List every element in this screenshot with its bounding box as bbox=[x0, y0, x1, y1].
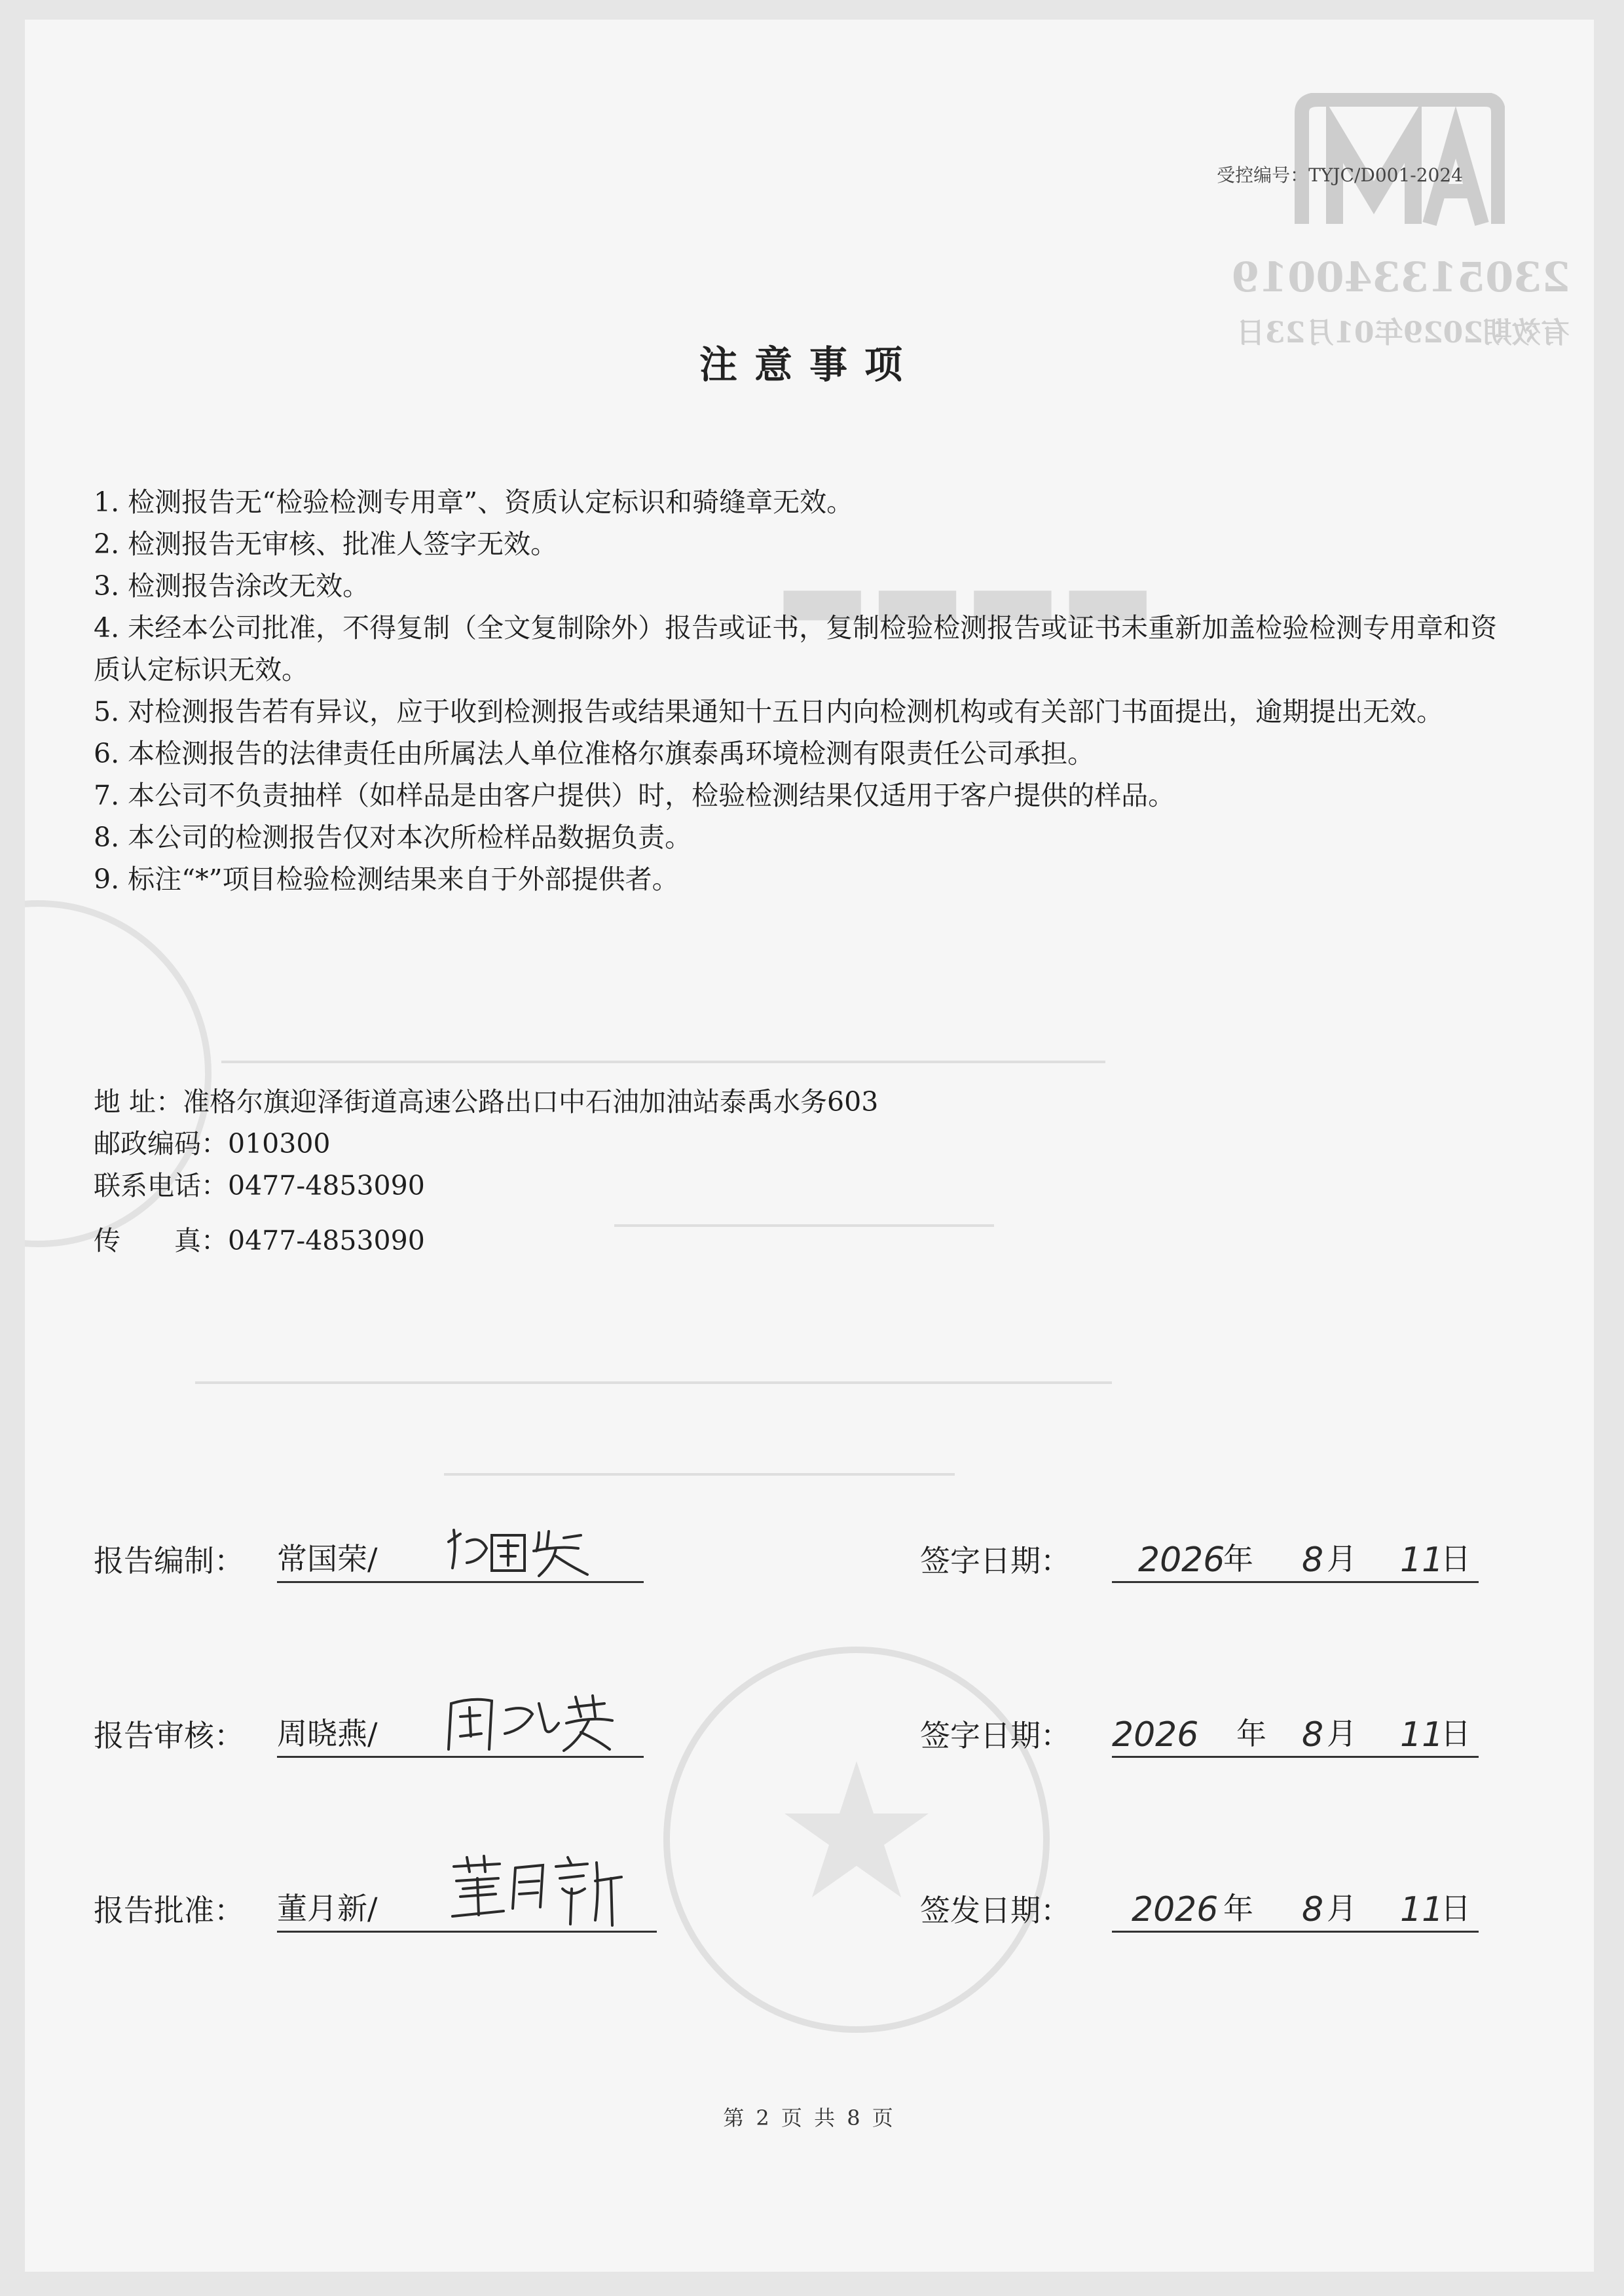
reviewer-month: 8 bbox=[1302, 1715, 1324, 1755]
note-item: 6. 本检测报告的法律责任由所属法人单位准格尔旗泰禹环境检测有限责任公司承担。 bbox=[94, 738, 1095, 769]
address-line bbox=[94, 1080, 1272, 1119]
cma-valid-until: 有效期2029年01月23日 bbox=[1236, 316, 1570, 350]
page-title: 注意事项 bbox=[699, 342, 919, 387]
day-unit: 日 bbox=[1441, 1716, 1471, 1751]
month-unit: 月 bbox=[1327, 1541, 1357, 1576]
compiler-month: 8 bbox=[1302, 1540, 1324, 1580]
postcode-line bbox=[94, 1122, 1272, 1161]
signature-row-reviewer bbox=[94, 1692, 1534, 1764]
day-unit: 日 bbox=[1441, 1891, 1471, 1926]
phone-value: 0477-4853090 bbox=[228, 1170, 425, 1201]
address-label: 地 址： bbox=[94, 1086, 183, 1118]
approver-handwritten-signature bbox=[447, 1852, 631, 1931]
compiler-signature-field bbox=[277, 1529, 644, 1583]
year-unit: 年 bbox=[1236, 1716, 1266, 1751]
bleed-through-line bbox=[195, 1381, 1112, 1384]
reviewer-date-label: 签字日期： bbox=[920, 1718, 1071, 1753]
report-page bbox=[25, 20, 1594, 2272]
year-unit: 年 bbox=[1223, 1891, 1253, 1926]
bleed-through-title: ▂▂▂▂ bbox=[784, 504, 1166, 619]
note-item: 5. 对检测报告若有异议，应于收到检测报告或结果通知十五日内向检测机构或有关部门书面提出，逾期提出无效。 bbox=[94, 696, 1444, 727]
approver-date-field bbox=[1112, 1872, 1479, 1933]
approver-signature-field bbox=[277, 1878, 657, 1933]
compiler-label: 报告编制： bbox=[94, 1543, 244, 1578]
page-number: 第 2 页 共 8 页 bbox=[723, 2105, 896, 2130]
year-unit: 年 bbox=[1223, 1541, 1253, 1576]
fax-line bbox=[94, 1219, 1272, 1258]
note-item: 7. 本公司不负责抽样（如样品是由客户提供）时，检验检测结果仅适用于客户提供的样品。 bbox=[94, 780, 1175, 811]
reviewer-year: 2026 bbox=[1112, 1715, 1199, 1755]
notes-list bbox=[94, 481, 1502, 900]
month-unit: 月 bbox=[1327, 1891, 1357, 1926]
approver-month: 8 bbox=[1302, 1890, 1324, 1929]
note-item: 9. 标注“*”项目检验检测结果来自于外部提供者。 bbox=[94, 864, 679, 895]
reviewer-signature-field bbox=[277, 1704, 644, 1758]
bleed-through-line bbox=[221, 1061, 1105, 1063]
note-item: 4. 未经本公司批准，不得复制（全文复制除外）报告或证书，复制检验检测报告或证书未重新加盖检验检测专用章和资质认定标识无效。 bbox=[94, 612, 1498, 685]
approver-name: 董月新/ bbox=[277, 1891, 378, 1926]
bleed-through-line bbox=[444, 1473, 955, 1476]
postcode-label: 邮政编码： bbox=[94, 1128, 228, 1159]
compiler-date-field bbox=[1112, 1522, 1479, 1583]
compiler-year: 2026 bbox=[1138, 1540, 1225, 1580]
compiler-name: 常国荣/ bbox=[277, 1541, 378, 1576]
reviewer-day: 11 bbox=[1400, 1715, 1444, 1755]
fax-value: 0477-4853090 bbox=[228, 1225, 425, 1256]
approver-year: 2026 bbox=[1132, 1890, 1219, 1929]
approver-label: 报告批准： bbox=[94, 1893, 244, 1928]
cma-code: 230513340019 bbox=[1231, 253, 1570, 301]
compiler-day: 11 bbox=[1400, 1540, 1444, 1580]
phone-line bbox=[94, 1164, 1272, 1203]
phone-label: 联系电话： bbox=[94, 1170, 228, 1201]
signature-row-approver bbox=[94, 1867, 1534, 1939]
approver-date-label: 签发日期： bbox=[920, 1893, 1071, 1928]
control-number: 受控编号：TYJC/D001-2024 bbox=[1217, 164, 1463, 186]
reviewer-name: 周晓燕/ bbox=[277, 1716, 378, 1751]
note-item: 3. 检测报告涂改无效。 bbox=[94, 570, 370, 602]
address-value: 准格尔旗迎泽街道高速公路出口中石油加油站泰禹水务603 bbox=[183, 1086, 879, 1118]
fax-label: 传 真： bbox=[94, 1225, 228, 1256]
compiler-date-label: 签字日期： bbox=[920, 1543, 1071, 1578]
note-item: 1. 检测报告无“检验检测专用章”、资质认定标识和骑缝章无效。 bbox=[94, 486, 854, 518]
cma-stamp bbox=[1217, 93, 1570, 368]
compiler-handwritten-signature bbox=[441, 1522, 611, 1581]
approver-day: 11 bbox=[1400, 1890, 1444, 1929]
note-item: 8. 本公司的检测报告仅对本次所检样品数据负责。 bbox=[94, 822, 692, 853]
month-unit: 月 bbox=[1327, 1716, 1357, 1751]
day-unit: 日 bbox=[1441, 1541, 1471, 1576]
signature-row-compiler bbox=[94, 1518, 1534, 1590]
postcode-value: 010300 bbox=[228, 1128, 331, 1159]
reviewer-handwritten-signature bbox=[441, 1690, 618, 1756]
reviewer-label: 报告审核： bbox=[94, 1718, 244, 1753]
note-item: 2. 检测报告无审核、批准人签字无效。 bbox=[94, 528, 558, 560]
reviewer-date-field bbox=[1112, 1697, 1479, 1758]
